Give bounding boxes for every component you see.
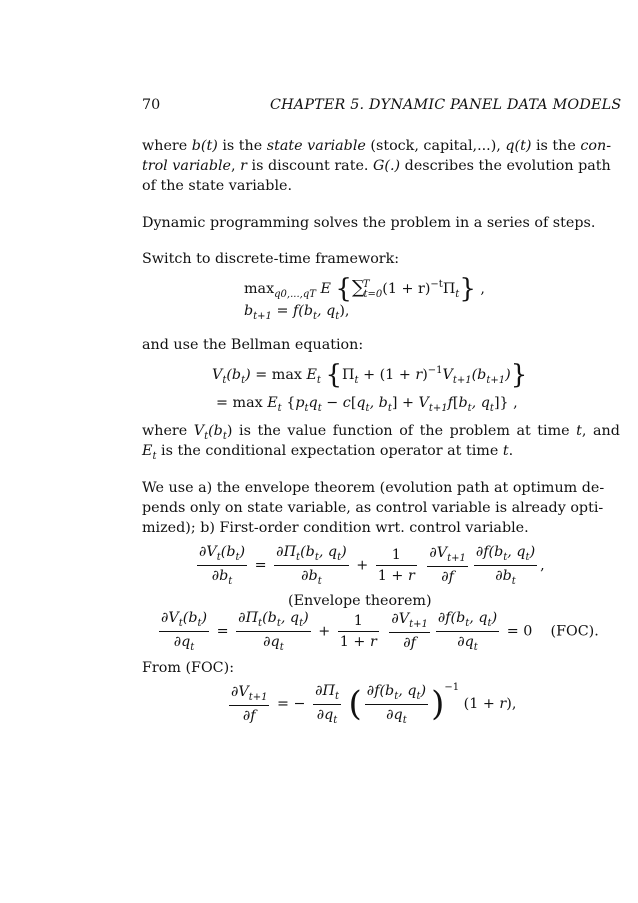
paragraph-6-line-2: pends only on state variable, as control variable is already opti-	[142, 500, 604, 516]
transition-equation: $b_{t+1} = f(b_t$, $q_t$),	[244, 303, 350, 322]
paragraph-6-line-3: mized); b) First-order condition wrt. control variable.	[142, 520, 529, 536]
objective-equation: $\max_{q0,...,qT} E$ $\{\sum^T_{t=0}(1 + r)^{-t}\Pi_t\}$ ,	[244, 274, 485, 304]
envelope-equation: $\frac{\partial V_t(b_t)}{\partial b_t}$ = $\frac{\partial\Pi_t(b_t, q_t)}{\partial b_t}$ + $\frac{1}{1 + r}$ $\frac{\partial V_{t+1}}{\partial f}$ $\frac{\partial f(b_t, q_t)}{\partial b_t}$ ,	[199, 544, 545, 587]
paragraph-5-line-1: where $V_t(b_t)$ is the value function of the problem at time t, and	[142, 423, 620, 442]
paragraph-4: and use the Bellman equation:	[142, 337, 364, 353]
running-title: CHAPTER 5. DYNAMIC PANEL DATA MODELS	[270, 97, 622, 113]
page-number: 70	[142, 97, 161, 113]
paragraph-1-line-1: where b(t) is the state variable (stock, capital,...), q(t) is the con-	[142, 138, 612, 154]
foc-equation: $\frac{\partial V_t(b_t)}{\partial q_t}$ = $\frac{\partial\Pi_t(b_t, q_t)}{\partial q_t}$ + $\frac{1}{1 + r}$ $\frac{\partial V_{t+1}}{\partial f}$ $\frac{\partial f(b_t, q_t)}{\partial q_t}$ = 0 (FOC).	[161, 610, 599, 653]
paragraph-5-line-2: $E_t$ is the conditional expectation operator at time t.	[142, 443, 514, 462]
envelope-label: (Envelope theorem)	[288, 593, 432, 609]
from-foc-label: From (FOC):	[142, 660, 235, 676]
foc-label: (FOC).	[550, 623, 599, 640]
paragraph-1-line-2: trol variable, r is discount rate. G(.) describes the evolution path	[142, 158, 611, 174]
paragraph-3: Switch to discrete-time framework:	[142, 251, 400, 267]
bellman-equation-line-2: = $\max E_t$ {$p_tq_t - c[q_t$, $b_t] + V_{t+1}f[b_t$, $q_t$]} ,	[216, 395, 518, 414]
bellman-equation-line-1: $V_t(b_t) = \max E_t$ $\{\Pi_t + (1 + r)^{-1}V_{t+1}(b_{t+1})\}$	[212, 360, 528, 390]
paragraph-2: Dynamic programming solves the problem in a series of steps.	[142, 215, 596, 231]
final-equation: $\frac{\partial V_{t+1}}{\partial f}$ = − $\frac{\partial\Pi_t}{\partial q_t}$ ( $\frac{\partial f(b_t, q_t)}{\partial q_t}$ )$^{-1}$ (1 + r),	[231, 682, 517, 726]
paragraph-1-line-3: of the state variable.	[142, 178, 293, 194]
paragraph-6-line-1: We use a) the envelope theorem (evolution path at optimum de-	[142, 480, 605, 496]
